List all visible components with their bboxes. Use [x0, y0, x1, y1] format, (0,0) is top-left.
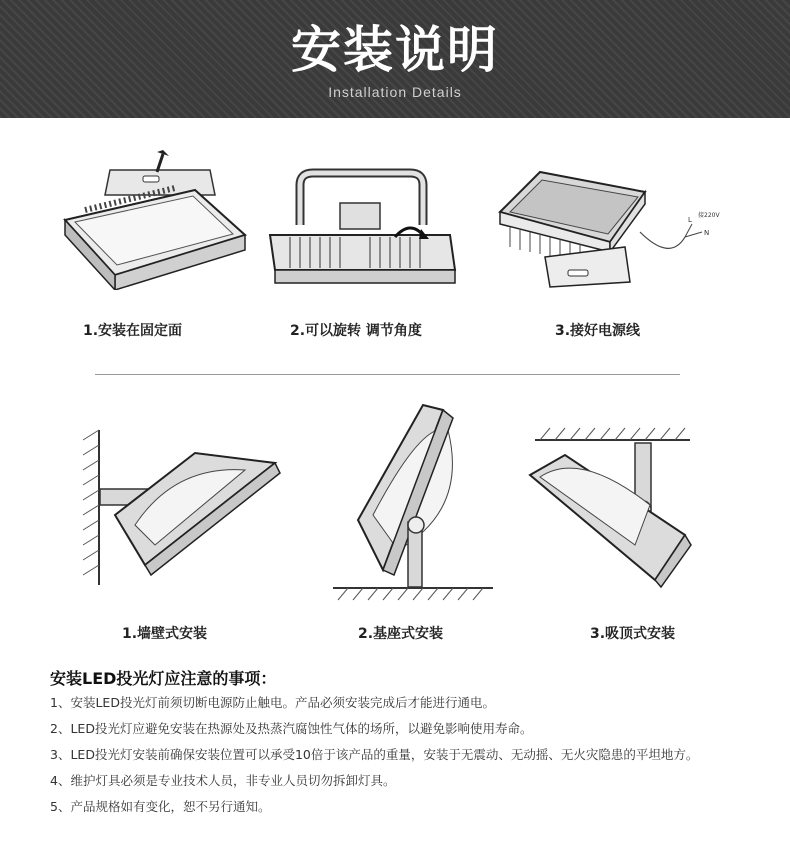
header-banner [0, 0, 790, 118]
base-mount-caption: 2.基座式安装 [358, 626, 444, 642]
ceiling-mount-illustration [525, 425, 700, 590]
step3-caption: 3.接好电源线 [555, 323, 641, 339]
note-item-4: 4、维护灯具必须是专业技术人员，非专业人员切勿拆卸灯具。 [50, 773, 396, 788]
note-item-1: 1、安装LED投光灯前须切断电源防止触电。产品必须安装完成后才能进行通电。 [50, 695, 495, 710]
note-item-2: 2、LED投光灯应避免安装在热源处及热蒸汽腐蚀性气体的场所，以避免影响使用寿命。 [50, 721, 533, 736]
ceiling-mount-caption: 3.吸顶式安装 [590, 626, 676, 642]
page-title: 安装说明 [291, 21, 499, 79]
wall-mount-caption: 1.墙壁式安装 [122, 626, 208, 642]
base-mount-illustration [328, 400, 498, 605]
wiring-label-n: N [704, 229, 710, 237]
page-subtitle: Installation Details [328, 84, 462, 100]
wall-mount-illustration [75, 425, 285, 590]
note-item-3: 3、LED投光灯安装前确保安装位置可以承受10倍于该产品的重量，安装于无震动、无动摇、无火灾隐患的平坦地方。 [50, 747, 699, 762]
wiring-label-voltage: 接220V [698, 212, 720, 219]
section-divider [95, 374, 680, 375]
wiring-label-l: L [688, 216, 692, 224]
step2-rotate-adjust-illustration [265, 165, 465, 290]
notes-list [50, 695, 698, 825]
step2-caption: 2.可以旋转 调节角度 [290, 323, 422, 339]
step1-fixed-surface-illustration [55, 150, 255, 290]
notes-title: 安装LED投光灯应注意的事项： [50, 669, 277, 688]
step1-caption: 1.安装在固定面 [83, 323, 183, 339]
note-item-5: 5、产品规格如有变化，恕不另行通知。 [50, 799, 271, 814]
step3-wiring-illustration [480, 162, 750, 292]
